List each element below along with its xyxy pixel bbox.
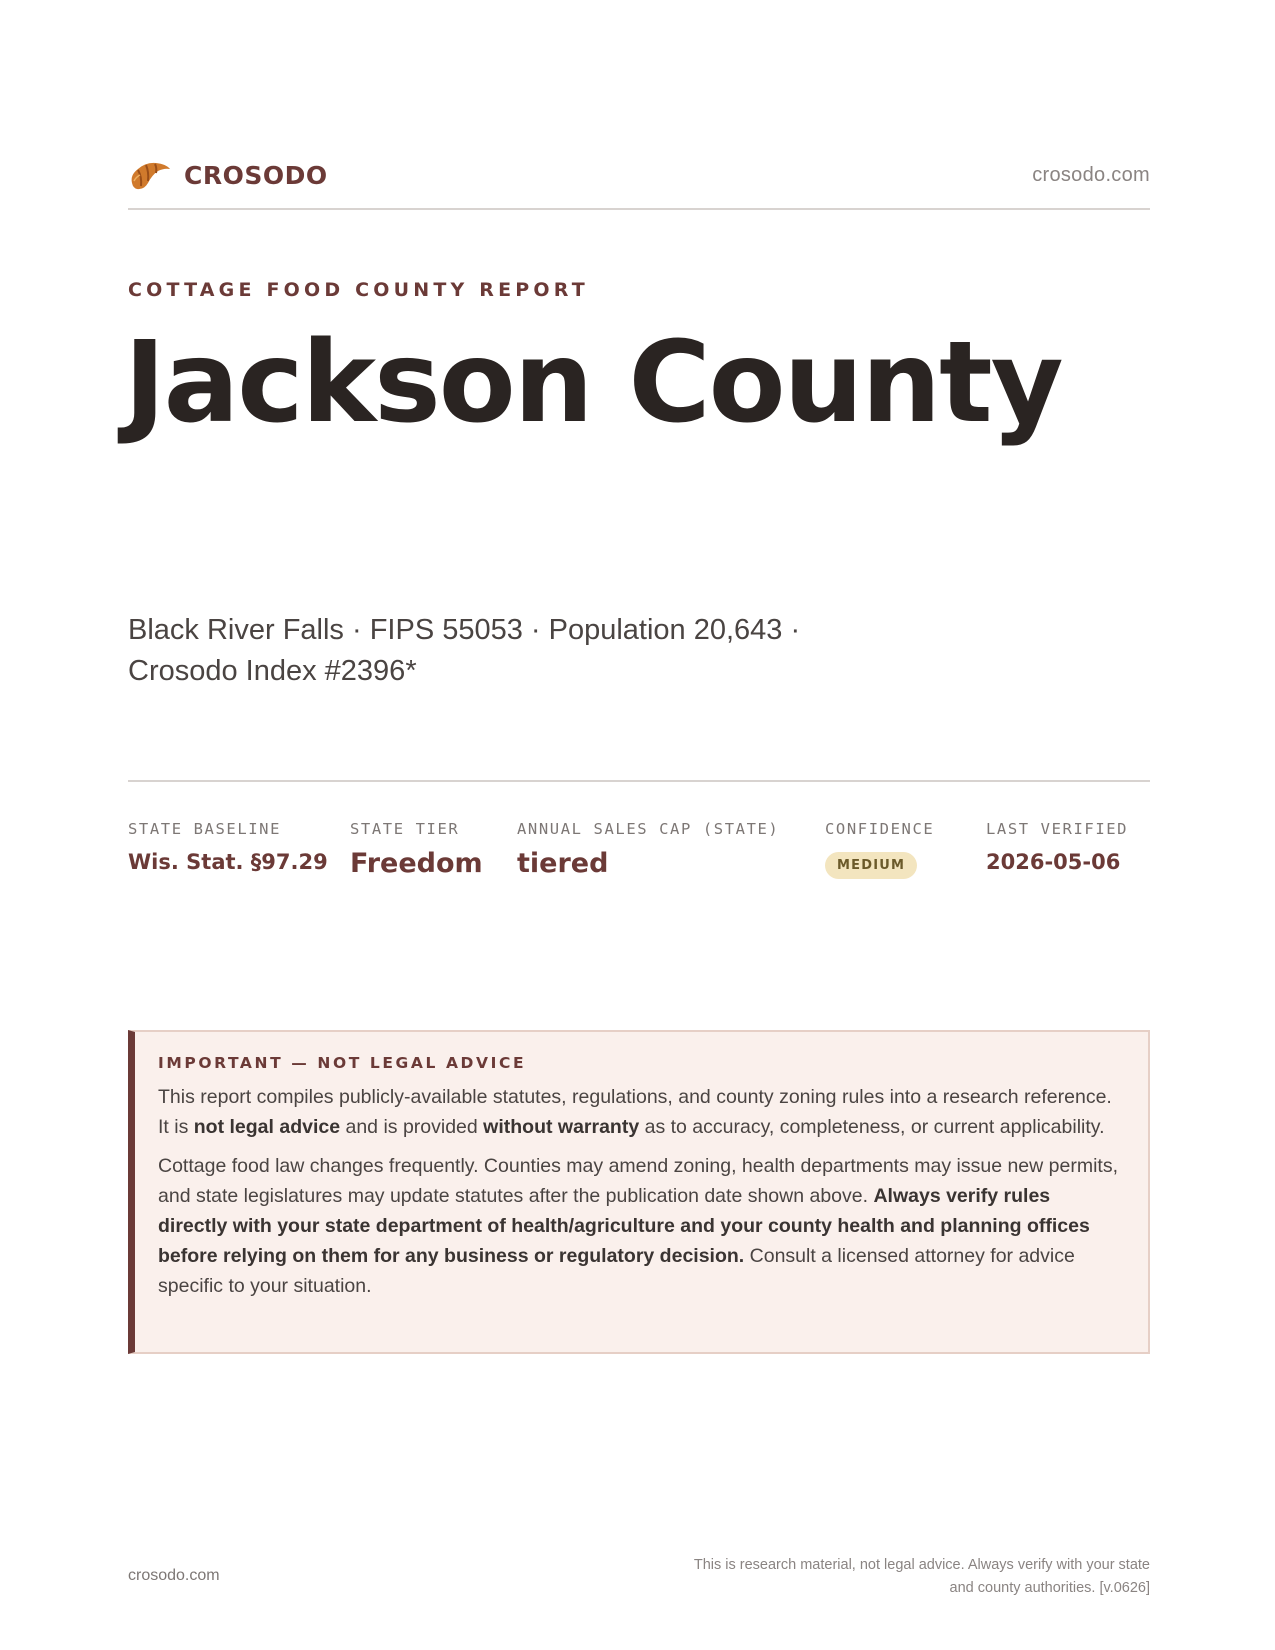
notice-text: Consult a licensed attorney for advice specific to your situation.	[158, 1245, 1075, 1297]
meta-value: Freedom	[350, 848, 483, 879]
status-badge: MEDIUM	[825, 852, 917, 879]
notice-paragraph-1	[158, 1082, 1122, 1142]
notice-text: and is provided	[340, 1116, 484, 1138]
meta-label: LAST VERIFIED	[986, 820, 1129, 838]
subtitle-line-1: Black River Falls · FIPS 55053 · Population 20,643 ·	[128, 614, 801, 646]
notice-emphasis: without warranty	[483, 1116, 640, 1138]
page-title: Jackson County	[124, 318, 1062, 448]
meta-state-baseline	[128, 820, 328, 874]
meta-label: STATE TIER	[350, 820, 460, 838]
notice-emphasis: not legal advice	[193, 1116, 341, 1138]
report-page	[124, 0, 1150, 1650]
brand-name: CROSODO	[184, 160, 328, 190]
notice-emphasis: Always verify rules directly with your state department of health/agriculture and your county health and planning offices before relying on them for any business or regulatory decision.	[158, 1185, 1090, 1267]
subtitle-line-2: Crosodo Index #2396*	[128, 655, 417, 687]
croissant-icon	[128, 157, 172, 193]
notice-heading: IMPORTANT — NOT LEGAL ADVICE	[158, 1054, 527, 1072]
county-subtitle	[128, 610, 848, 692]
meta-state-tier	[350, 820, 483, 879]
meta-value: Wis. Stat. §97.29	[128, 850, 328, 874]
meta-label: STATE BASELINE	[128, 820, 282, 838]
notice-text: This report compiles publicly-available statutes, regulations, and county zoning rules into a research reference. It is	[158, 1086, 1112, 1138]
footer-disclaimer-line-1: This is research material, not legal advice. Always verify with your state	[693, 1557, 1150, 1573]
footer-disclaimer	[630, 1554, 1150, 1600]
report-eyebrow: COTTAGE FOOD COUNTY REPORT	[128, 279, 589, 301]
meta-label: ANNUAL SALES CAP (STATE)	[517, 820, 780, 838]
meta-row	[128, 820, 1150, 900]
meta-value: tiered	[517, 848, 609, 879]
footer-url[interactable]: crosodo.com	[128, 1567, 220, 1584]
page-header	[128, 158, 1150, 210]
footer-disclaimer-line-2: and county authorities. [v.0626]	[949, 1580, 1150, 1596]
brand	[128, 157, 328, 193]
meta-label: CONFIDENCE	[825, 820, 935, 838]
meta-sales-cap	[517, 820, 779, 879]
meta-last-verified	[986, 820, 1128, 874]
notice-paragraph-2	[158, 1151, 1122, 1301]
notice-text: as to accuracy, completeness, or current applicability.	[639, 1116, 1105, 1138]
header-url[interactable]: crosodo.com	[1032, 163, 1150, 186]
legal-notice	[128, 1030, 1150, 1354]
notice-text: Cottage food law changes frequently. Counties may amend zoning, health departments may issue new permits, and state legislatures may update statutes after the publication date shown above.	[158, 1155, 1118, 1207]
section-divider	[128, 780, 1150, 782]
meta-value: 2026-05-06	[986, 850, 1121, 874]
meta-confidence	[825, 820, 934, 879]
